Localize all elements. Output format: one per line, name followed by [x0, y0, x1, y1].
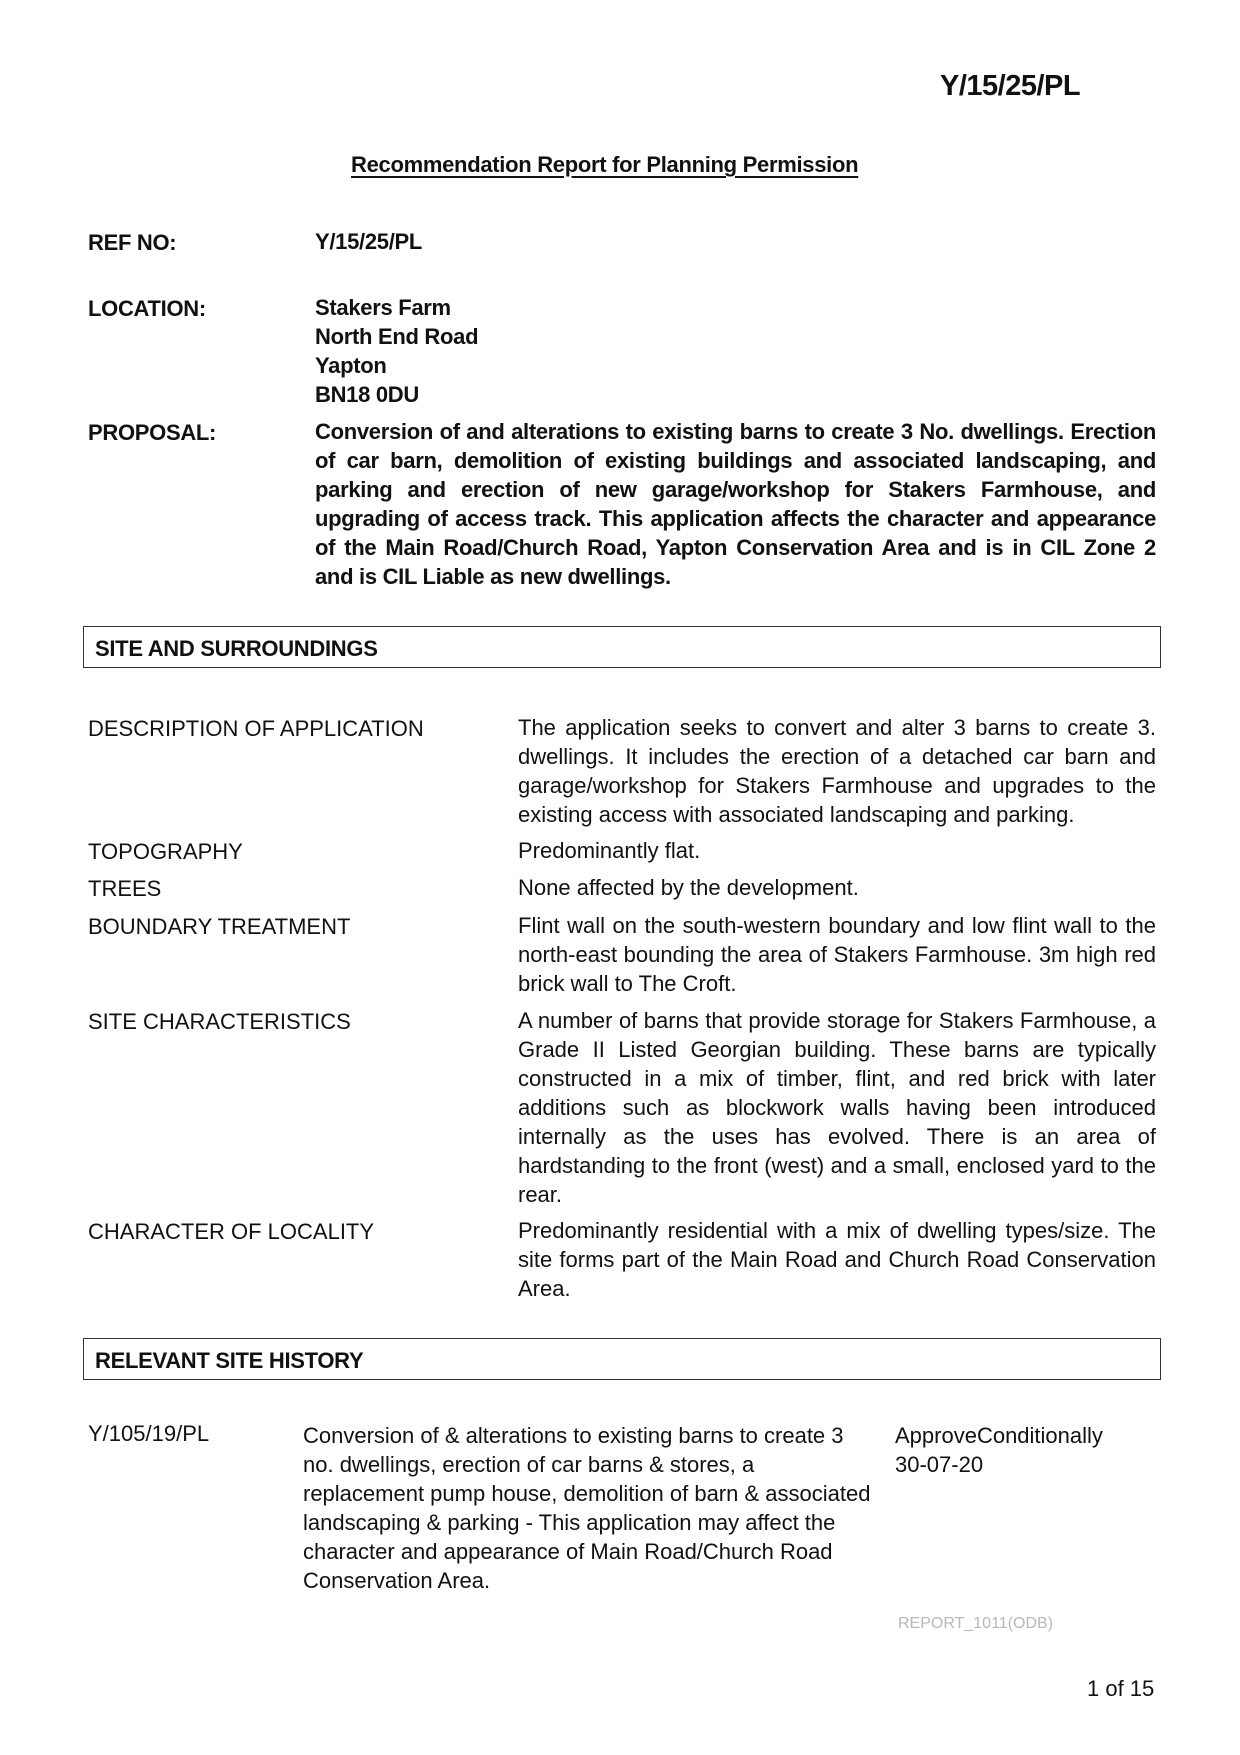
history-decision-block	[895, 1421, 1103, 1479]
document-reference-header: Y/15/25/PL	[940, 70, 1081, 102]
report-title: Recommendation Report for Planning Permission	[351, 152, 859, 177]
ref-no-label: REF NO:	[88, 230, 177, 255]
proposal-text: Conversion of and alterations to existing barns to create 3 No. dwellings. Erection of car barn, demolition of existing buildings and associated landscaping, and parking and erection of new garage/workshop for Stakers Farmhouse, and upgrading of access track. This application affects the character and appearance of the Main Road/Church Road, Yapton Conservation Area and is in CIL Zone 2 and is CIL Liable as new dwellings.	[315, 419, 1156, 589]
row-label-trees: TREES	[88, 876, 162, 901]
address-line: BN18 0DU	[315, 382, 419, 407]
history-date: 30-07-20	[895, 1452, 984, 1477]
row-label-characteristics: SITE CHARACTERISTICS	[88, 1009, 351, 1034]
location-label: LOCATION:	[88, 296, 206, 321]
address-line: Yapton	[315, 353, 387, 378]
row-text-characteristics: A number of barns that provide storage for Stakers Farmhouse, a Grade II Listed Georgian building. These barns are typically constructed in a mix of timber, flint, and red brick with later additions such as blockwork walls having been introduced internally as the uses has evolved. There is an area of hardstanding to the front (west) and a small, enclosed yard to the rear.	[518, 1008, 1156, 1207]
site-surroundings-heading: SITE AND SURROUNDINGS	[95, 636, 378, 661]
ref-no-value: Y/15/25/PL	[315, 229, 423, 254]
address-line: North End Road	[315, 324, 479, 349]
history-description: Conversion of & alterations to existing barns to create 3 no. dwellings, erection of car barns & stores, a replacement pump house, demolition of barn & associated landscaping & parking - This application may affect the character and appearance of Main Road/Church Road Conservation Area.	[303, 1423, 871, 1593]
row-text-trees: None affected by the development.	[518, 875, 859, 900]
row-text-locality: Predominantly residential with a mix of dwelling types/size. The site forms part of the Main Road and Church Road Conservation Area.	[518, 1218, 1156, 1301]
site-history-heading: RELEVANT SITE HISTORY	[95, 1348, 364, 1373]
row-label-description: DESCRIPTION OF APPLICATION	[88, 716, 424, 741]
row-text-description: The application seeks to convert and alter 3 barns to create 3. dwellings. It includes the erection of a detached car barn and garage/workshop for Stakers Farmhouse and upgrades to the existing access with associated landscaping and parking.	[518, 715, 1156, 827]
site-history-heading-box	[83, 1338, 1161, 1380]
row-text-topography: Predominantly flat.	[518, 838, 701, 863]
history-ref: Y/105/19/PL	[88, 1421, 210, 1446]
history-decision: ApproveConditionally	[895, 1423, 1103, 1448]
row-text-boundary: Flint wall on the south-western boundary and low flint wall to the north-east bounding the area of Stakers Farmhouse. 3m high red brick wall to The Croft.	[518, 913, 1156, 996]
address-line: Stakers Farm	[315, 295, 451, 320]
report-code: REPORT_1011(ODB)	[898, 1615, 1054, 1632]
row-label-topography: TOPOGRAPHY	[88, 839, 243, 864]
site-surroundings-heading-box	[83, 626, 1161, 668]
proposal-label: PROPOSAL:	[88, 420, 217, 445]
location-address	[315, 293, 478, 409]
row-label-locality: CHARACTER OF LOCALITY	[88, 1219, 375, 1244]
page-number: 1 of 15	[1087, 1676, 1155, 1701]
row-label-boundary: BOUNDARY TREATMENT	[88, 914, 351, 939]
